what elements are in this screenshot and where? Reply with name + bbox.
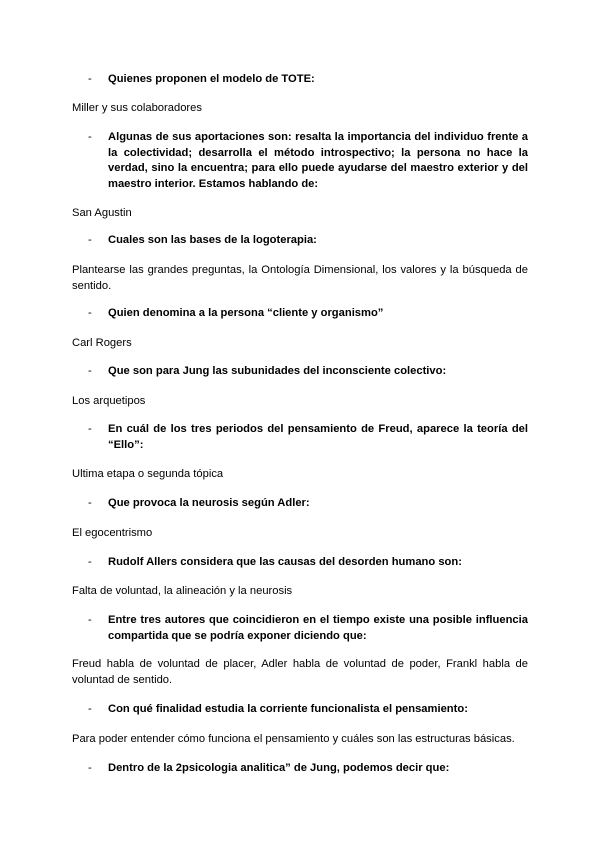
answer-6: Ultima etapa o segunda tópica <box>72 468 224 480</box>
answer-4: Carl Rogers <box>72 337 132 349</box>
question-5 <box>88 364 528 380</box>
bullet-dash: - <box>88 423 92 435</box>
bullet-dash: - <box>88 703 92 715</box>
question-8 <box>88 555 528 571</box>
question-text: Algunas de sus aportaciones son: resalta la importancia del individuo frente a la colectividad; desarrolla el método introspectivo; la persona no hace la verdad, sino la encuentra; para ello puede ayudarse del maestro exterior y del maestro interior. Estamos hablando de: <box>108 131 528 190</box>
question-10 <box>88 702 528 718</box>
question-text: Quien denomina a la persona “cliente y organismo” <box>108 307 384 319</box>
bullet-dash: - <box>88 556 92 568</box>
question-text: Quienes proponen el modelo de TOTE: <box>108 73 315 85</box>
answer-3: Plantearse las grandes preguntas, la Ontología Dimensional, los valores y la búsqueda de sentido. <box>72 264 528 292</box>
question-text: Con qué finalidad estudia la corriente funcionalista el pensamiento: <box>108 703 468 715</box>
answer-2: San Agustin <box>72 207 132 219</box>
question-1 <box>88 72 528 88</box>
question-7 <box>88 496 528 512</box>
bullet-dash: - <box>88 131 92 143</box>
bullet-dash: - <box>88 307 92 319</box>
answer-5: Los arquetipos <box>72 395 146 407</box>
question-text: Que son para Jung las subunidades del inconsciente colectivo: <box>108 365 447 377</box>
bullet-dash: - <box>88 497 92 509</box>
answer-10: Para poder entender cómo funciona el pensamiento y cuáles son las estructuras básicas. <box>72 733 515 745</box>
question-11 <box>88 761 528 777</box>
bullet-dash: - <box>88 762 92 774</box>
question-text: Entre tres autores que coincidieron en el tiempo existe una posible influencia compartida que se podría exponer diciendo que: <box>108 614 528 642</box>
question-text: En cuál de los tres periodos del pensamiento de Freud, aparece la teoría del “Ello”: <box>108 423 528 451</box>
question-text: Rudolf Allers considera que las causas del desorden humano son: <box>108 556 462 568</box>
question-9 <box>88 613 528 644</box>
question-3 <box>88 233 528 249</box>
question-4 <box>88 306 528 322</box>
answer-1: Miller y sus colaboradores <box>72 102 202 114</box>
question-text: Que provoca la neurosis según Adler: <box>108 497 310 509</box>
answer-7: El egocentrismo <box>72 527 153 539</box>
bullet-dash: - <box>88 73 92 85</box>
question-6 <box>88 422 528 453</box>
question-2 <box>88 130 528 192</box>
answer-9: Freud habla de voluntad de placer, Adler habla de voluntad de poder, Frankl habla de voluntad de sentido. <box>72 658 528 686</box>
bullet-dash: - <box>88 614 92 626</box>
answer-8: Falta de voluntad, la alineación y la neurosis <box>72 585 293 597</box>
question-text: Dentro de la 2psicologia analitica” de Jung, podemos decir que: <box>108 762 450 774</box>
bullet-dash: - <box>88 365 92 377</box>
bullet-dash: - <box>88 234 92 246</box>
question-text: Cuales son las bases de la logoterapia: <box>108 234 317 246</box>
